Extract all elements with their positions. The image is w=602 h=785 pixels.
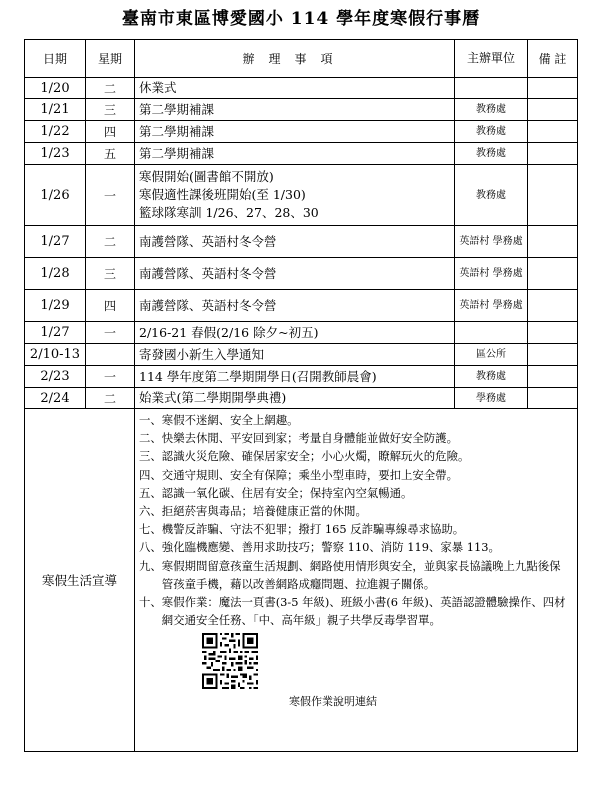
guide-item-number: 一、 (139, 413, 162, 427)
row-unit (455, 258, 528, 290)
row-unit (455, 121, 528, 143)
row-unit-line: 教務處 (476, 126, 506, 137)
page-title: 臺南市東區博愛國小 114 學年度寒假行事曆 (121, 9, 481, 29)
row-unit-line: 英語村 (459, 300, 490, 311)
row-unit-line: 教務處 (476, 189, 506, 201)
row-note (528, 388, 578, 409)
row-item-line: 2/16-21 春假(2/16 除夕~初五) (139, 324, 319, 340)
guide-item (139, 593, 571, 629)
qr-code-icon[interactable] (202, 633, 258, 689)
row-note (528, 143, 578, 165)
guide-item (139, 520, 571, 538)
table-row (25, 322, 578, 344)
guide-item (139, 447, 571, 465)
row-weekday: 一 (86, 322, 135, 344)
row-weekday: 三 (86, 258, 135, 290)
row-weekday: 二 (86, 226, 135, 258)
qr-block (139, 629, 571, 715)
row-item (135, 226, 455, 258)
table-row (25, 78, 578, 99)
guide-item (139, 538, 571, 556)
row-date: 1/22 (25, 121, 86, 143)
row-item-line: 寒假開始(圖書館不開放) (139, 169, 274, 184)
row-item-line: 南護營隊、英語村冬令營 (139, 233, 277, 249)
row-note (528, 226, 578, 258)
table-row (25, 388, 578, 409)
row-unit-line: 英語村 (459, 236, 490, 247)
row-item (135, 366, 455, 388)
row-item-line: 籃球隊寒訓 1/26、27、28、30 (139, 205, 319, 220)
row-item (135, 121, 455, 143)
guide-content (135, 409, 578, 752)
guide-item-text: 認識一氧化碳、住居有安全；保持室內空氣暢通。 (161, 485, 413, 500)
row-unit (455, 344, 528, 366)
row-note (528, 258, 578, 290)
guide-item (139, 411, 571, 429)
guide-item (139, 466, 571, 484)
row-date: 2/23 (25, 366, 86, 388)
row-unit (455, 99, 528, 121)
guide-item-number: 七、 (139, 522, 162, 537)
qr-caption: 寒假作業說明連結 (289, 695, 377, 709)
row-item (135, 258, 455, 290)
row-unit-line: 學務處 (492, 300, 523, 311)
guide-item-text: 拒絕菸害與毒品；培養健康正當的休閒。 (161, 504, 367, 519)
row-item (135, 388, 455, 409)
table-row (25, 143, 578, 165)
row-unit (455, 143, 528, 165)
row-unit (455, 322, 528, 344)
schedule-table (24, 39, 578, 752)
table-row (25, 99, 578, 121)
table-row (25, 258, 578, 290)
row-item-line: 第二學期補課 (139, 101, 215, 117)
header-weekday: 星期 (86, 40, 135, 78)
row-unit (455, 388, 528, 409)
guide-item-number: 六、 (139, 504, 162, 519)
row-item (135, 165, 455, 226)
guide-item (139, 484, 571, 502)
row-date: 1/23 (25, 143, 86, 165)
row-item (135, 322, 455, 344)
row-weekday: 二 (86, 388, 135, 409)
guide-item-text: 機警反詐騙、守法不犯罪；撥打 165 反詐騙專線尋求協助。 (161, 522, 465, 537)
row-date: 1/27 (25, 226, 86, 258)
row-weekday: 二 (86, 78, 135, 99)
row-note (528, 99, 578, 121)
row-item-line: 第二學期補課 (139, 123, 215, 139)
row-date: 1/21 (25, 99, 86, 121)
row-item-line: 始業式(第二學期開學典禮) (139, 390, 287, 405)
row-unit-line: 英語村 (459, 268, 490, 279)
row-weekday: 一 (86, 366, 135, 388)
row-date: 1/28 (25, 258, 86, 290)
row-item-line: 114 學年度第二學期開學日(召開教師晨會) (139, 368, 377, 384)
row-unit (455, 226, 528, 258)
row-unit-line: 教務處 (476, 371, 506, 382)
guide-item-text: 快樂去休閒、平安回到家；考量自身體能並做好安全防護。 (161, 431, 458, 446)
header-item: 辦理事項 (135, 40, 455, 78)
row-unit (455, 290, 528, 322)
row-weekday: 四 (86, 121, 135, 143)
row-note (528, 78, 578, 99)
row-note (528, 121, 578, 143)
row-item-line: 休業式 (139, 80, 177, 95)
row-date: 1/26 (25, 165, 86, 226)
row-item (135, 344, 455, 366)
row-weekday: 四 (86, 290, 135, 322)
row-date: 2/10-13 (25, 344, 86, 366)
row-unit (455, 78, 528, 99)
guide-item-text: 寒假作業：魔法一頁書(3-5 年級)、班級小書(6 年級)、英語認證體驗操作、四材網交通安全任務、「中、高年級」親子共學反毒學習單。 (161, 595, 566, 628)
header-row (25, 40, 578, 78)
row-unit-line: 教務處 (476, 104, 506, 115)
guide-item-number: 九、 (139, 558, 162, 573)
header-date: 日期 (25, 40, 86, 78)
row-date: 1/20 (25, 78, 86, 99)
row-item-line: 南護營隊、英語村冬令營 (139, 297, 277, 313)
row-item (135, 290, 455, 322)
row-item (135, 99, 455, 121)
guide-item (139, 557, 571, 593)
row-unit-line: 教務處 (476, 148, 506, 159)
row-item (135, 78, 455, 99)
row-item-line: 南護營隊、英語村冬令營 (139, 265, 277, 281)
guide-item-text: 寒假期間留意孩童生活規劃、網路使用情形與安全，並與家長協議晚上九點後保管孩童手機，藉以改善網路成癮問題、拉進親子關係。 (161, 558, 561, 591)
table-row (25, 226, 578, 258)
guide-item-number: 四、 (139, 467, 162, 482)
row-note (528, 290, 578, 322)
table-row (25, 290, 578, 322)
guide-label: 寒假生活宣導 (25, 409, 135, 752)
table-row (25, 366, 578, 388)
row-item-line: 第二學期補課 (139, 145, 215, 161)
header-note: 備 註 (528, 40, 578, 78)
row-weekday: 三 (86, 99, 135, 121)
row-unit-line: 學務處 (476, 392, 506, 404)
guide-item (139, 502, 571, 520)
row-date: 2/24 (25, 388, 86, 409)
row-note (528, 366, 578, 388)
row-date: 1/29 (25, 290, 86, 322)
guide-item-text: 交通守規則、安全有保障；乘坐小型車時，要扣上安全帶。 (161, 467, 458, 482)
row-item-line: 寄發國小新生入學通知 (139, 346, 265, 362)
guide-item-number: 三、 (139, 449, 162, 464)
row-item (135, 143, 455, 165)
row-item-line: 寒假適性課後班開始(至 1/30) (139, 187, 306, 202)
guide-item-number: 八、 (139, 540, 162, 555)
guide-item-number: 五、 (139, 485, 162, 500)
table-row (25, 344, 578, 366)
row-unit-line: 學務處 (492, 236, 523, 247)
guide-item-text: 強化臨機應變、善用求助技巧；警察 110、消防 119、家暴 113。 (161, 540, 500, 555)
guide-item-number: 二、 (139, 431, 162, 446)
guide-item-text: 認識火災危險、確保居家安全；小心火燭，瞭解玩火的危險。 (161, 449, 470, 464)
row-unit-line: 區公所 (476, 349, 506, 360)
row-note (528, 165, 578, 226)
row-unit (455, 366, 528, 388)
row-weekday: 五 (86, 143, 135, 165)
row-unit-line: 學務處 (492, 268, 523, 279)
row-note (528, 322, 578, 344)
row-weekday: 一 (86, 165, 135, 226)
row-note (528, 344, 578, 366)
guide-item-text: 寒假不迷網、安全上網趣。 (161, 413, 299, 427)
row-date: 1/27 (25, 322, 86, 344)
table-row (25, 121, 578, 143)
guide-item-number: 十、 (139, 595, 162, 610)
table-row (25, 165, 578, 226)
header-unit: 主辦單位 (455, 40, 528, 78)
row-unit (455, 165, 528, 226)
guide-item (139, 429, 571, 447)
guide-row (25, 409, 578, 752)
row-weekday (86, 344, 135, 366)
